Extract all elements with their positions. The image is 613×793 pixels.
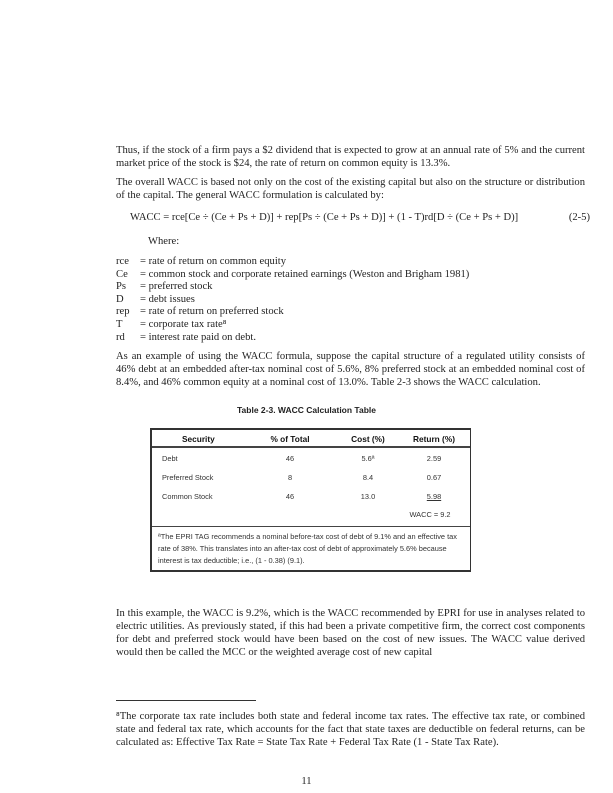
definition-text: = debt issues bbox=[140, 293, 195, 305]
cell-return: 0.67 bbox=[426, 473, 442, 482]
wacc-formula: WACC = rce[Ce ÷ (Ce + Ps + D)] + rep[Ps ÷ (Ce + Ps + D)] + (1 - T)rd[D ÷ (Ce + Ps + D)] bbox=[130, 212, 519, 223]
cell-percent: 46 bbox=[285, 454, 295, 463]
cell-cost: 13.0 bbox=[360, 492, 376, 501]
definition-text: = interest rate paid on debt. bbox=[140, 331, 256, 343]
definition-symbol: rep bbox=[116, 306, 130, 318]
table-header bbox=[152, 430, 470, 448]
definition-symbol: Ps bbox=[116, 281, 127, 293]
definition-symbol: D bbox=[116, 293, 124, 305]
page-number: 11 bbox=[301, 776, 312, 787]
cell-cost: 8.4 bbox=[362, 473, 374, 482]
footnote-divider bbox=[116, 700, 256, 701]
cell-percent: 8 bbox=[287, 473, 293, 482]
table-title: Table 2-3. WACC Calculation Table bbox=[236, 405, 376, 415]
header-security: Security bbox=[182, 434, 215, 444]
definition-text: = corporate tax rate⁸ bbox=[140, 318, 227, 330]
definition-symbol: rce bbox=[116, 256, 129, 267]
paragraph-wacc-example: As an example of using the WACC formula, suppose the capital structure of a regulated utility consists of 46% debt at an embedded after-tax nominal cost of 5.6%, 8% preferred stock at an embedded nominal cost of 8.4%, and 46% common equity at a nominal cost of 13.0%. Table 2-3 shows the WACC calculation. bbox=[116, 351, 585, 388]
definition-item bbox=[116, 332, 469, 345]
definition-item bbox=[116, 281, 469, 294]
formula-number: (2-5) bbox=[568, 212, 590, 223]
definition-item bbox=[116, 269, 469, 282]
table-footnote: ªThe EPRI TAG recommends a nominal before-tax cost of debt of 9.1% and an effective tax rate of 38%. This translates into an after-tax cost of debt of approximately 5.6% because interest is tax deductible; i.e., (1 - 0.38) (9.1). bbox=[152, 526, 470, 571]
cell-return: 2.59 bbox=[426, 454, 442, 463]
definition-symbol: Ce bbox=[116, 268, 128, 280]
definition-text: = rate of return on preferred stock bbox=[140, 306, 284, 318]
cell-percent: 46 bbox=[285, 492, 295, 501]
definition-item bbox=[116, 319, 469, 332]
footnote-tax-rate: ⁸The corporate tax rate includes both state and federal income tax rates. The effective tax rate, or combined state and federal tax rate, which accounts for the fact that state taxes are deductible on federal returns, can be calculated as: Effective Tax Rate = State Tax Rate + Federal Tax Rate (1 - State Tax Rate). bbox=[116, 711, 585, 748]
cell-security: Preferred Stock bbox=[162, 473, 214, 482]
definition-item bbox=[116, 294, 469, 307]
wacc-total: WACC = 9.2 bbox=[409, 510, 451, 519]
paragraph-wacc-intro: The overall WACC is based not only on the cost of the existing capital but also on the structure or distribution of the capital. The general WACC formulation is calculated by: bbox=[116, 177, 585, 201]
definitions-list bbox=[116, 256, 469, 344]
cell-return: 5.98 bbox=[426, 492, 442, 501]
where-label: Where: bbox=[148, 236, 180, 247]
cell-cost: 5.6ª bbox=[361, 454, 375, 463]
table-row bbox=[152, 488, 470, 505]
definition-item bbox=[116, 306, 469, 319]
definition-symbol: rd bbox=[116, 331, 125, 343]
header-percent-total: % of Total bbox=[270, 434, 310, 444]
formula-line bbox=[130, 212, 590, 223]
table-row bbox=[152, 450, 470, 467]
definition-item bbox=[116, 256, 469, 269]
table-row bbox=[152, 469, 470, 486]
definition-text: = common stock and corporate retained earnings (Weston and Brigham 1981) bbox=[140, 268, 470, 280]
paragraph-dividend-example: Thus, if the stock of a firm pays a $2 dividend that is expected to grow at an annual rate of 5% and the current market price of the stock is $24, the rate of return on common equity is 13.3%. bbox=[116, 145, 585, 169]
definition-text: = preferred stock bbox=[140, 281, 213, 293]
paragraph-wacc-conclusion: In this example, the WACC is 9.2%, which is the WACC recommended by EPRI for use in analyses related to electric utilities. As previously stated, if this had been a private competitive firm, the correct cost components for debt and preferred stock would have been based on the cost of new issues. The WACC value derived would then be called the MCC or the weighted average cost of new capital bbox=[116, 608, 585, 658]
header-return: Return (%) bbox=[413, 434, 455, 444]
definition-text: = rate of return on common equity bbox=[140, 256, 287, 267]
cell-security: Common Stock bbox=[162, 492, 213, 501]
header-cost: Cost (%) bbox=[351, 434, 385, 444]
wacc-table bbox=[150, 428, 471, 572]
table-total-row bbox=[152, 506, 470, 523]
cell-security: Debt bbox=[162, 454, 178, 463]
definition-symbol: T bbox=[116, 318, 123, 330]
